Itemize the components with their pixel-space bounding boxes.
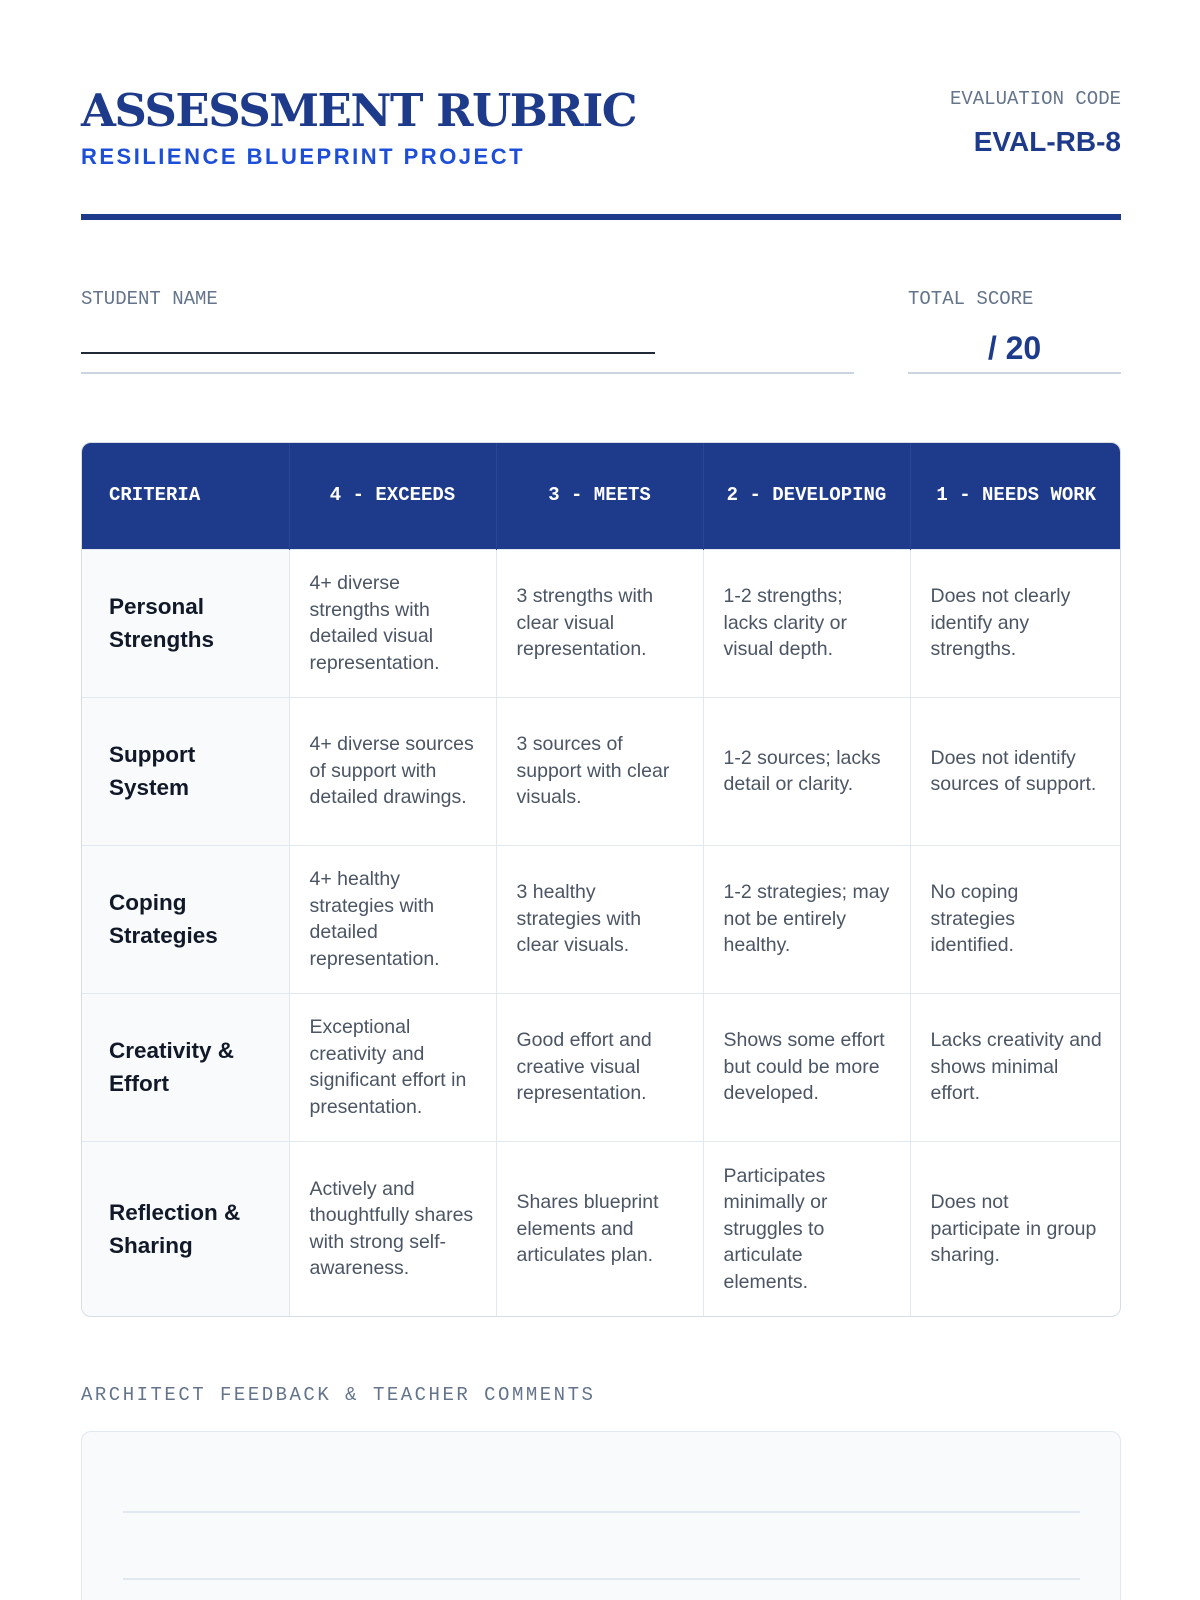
criterion-cell: Personal Strengths [82, 549, 289, 697]
feedback-writing-line [123, 1511, 1080, 1513]
student-name-blank-line [81, 352, 655, 354]
table-row [82, 697, 1121, 845]
table-row [82, 1141, 1121, 1316]
column-header-criteria: CRITERIA [82, 443, 289, 549]
table-cell: Exceptional creativity and significant effort in presentation. [289, 993, 496, 1141]
criterion-cell: Coping Strategies [82, 845, 289, 993]
table-cell: 4+ diverse strengths with detailed visual representation. [289, 549, 496, 697]
rubric-table [82, 443, 1121, 1316]
table-cell: Lacks creativity and shows minimal effort. [910, 993, 1121, 1141]
table-cell: 1-2 strengths; lacks clarity or visual depth. [703, 549, 910, 697]
criterion-cell: Creativity & Effort [82, 993, 289, 1141]
table-row [82, 845, 1121, 993]
table-row [82, 549, 1121, 697]
column-header-meets: 3 - MEETS [496, 443, 703, 549]
total-score-label: TOTAL SCORE [908, 288, 1034, 310]
student-name-label: STUDENT NAME [81, 288, 218, 310]
criterion-cell: Support System [82, 697, 289, 845]
feedback-comment-area[interactable] [81, 1431, 1121, 1600]
feedback-section-label: ARCHITECT FEEDBACK & TEACHER COMMENTS [81, 1384, 596, 1406]
total-score-value: / 20 [987, 330, 1042, 366]
table-cell: 4+ healthy strategies with detailed representation. [289, 845, 496, 993]
table-row [82, 993, 1121, 1141]
table-cell: 3 sources of support with clear visuals. [496, 697, 703, 845]
total-score-field[interactable] [908, 322, 1121, 374]
table-header-row [82, 443, 1121, 549]
table-cell: Shows some effort but could be more developed. [703, 993, 910, 1141]
evaluation-code-label: EVALUATION CODE [949, 88, 1121, 110]
table-cell: No coping strategies identified. [910, 845, 1121, 993]
student-name-field[interactable] [81, 322, 854, 374]
rubric-table-container [81, 442, 1121, 1317]
column-header-needs-work: 1 - NEEDS WORK [910, 443, 1121, 549]
table-cell: Participates minimally or struggles to articulate elements. [703, 1141, 910, 1316]
table-cell: 3 strengths with clear visual representation. [496, 549, 703, 697]
table-cell: Does not clearly identify any strengths. [910, 549, 1121, 697]
table-cell: 3 healthy strategies with clear visuals. [496, 845, 703, 993]
table-cell: 1-2 strategies; may not be entirely healthy. [703, 845, 910, 993]
page-title: ASSESSMENT RUBRIC [81, 84, 637, 137]
table-cell: Actively and thoughtfully shares with strong self-awareness. [289, 1141, 496, 1316]
column-header-exceeds: 4 - EXCEEDS [289, 443, 496, 549]
table-cell: Does not participate in group sharing. [910, 1141, 1121, 1316]
page-subtitle: RESILIENCE BLUEPRINT PROJECT [81, 144, 526, 169]
evaluation-code: EVAL-RB-8 [973, 126, 1121, 157]
table-cell: 1-2 sources; lacks detail or clarity. [703, 697, 910, 845]
table-cell: 4+ diverse sources of support with detailed drawings. [289, 697, 496, 845]
feedback-writing-line [123, 1578, 1080, 1580]
criterion-cell: Reflection & Sharing [82, 1141, 289, 1316]
table-cell: Good effort and creative visual representation. [496, 993, 703, 1141]
table-cell: Does not identify sources of support. [910, 697, 1121, 845]
header-divider [81, 214, 1121, 220]
column-header-developing: 2 - DEVELOPING [703, 443, 910, 549]
table-cell: Shares blueprint elements and articulates plan. [496, 1141, 703, 1316]
page-header [81, 84, 1121, 224]
